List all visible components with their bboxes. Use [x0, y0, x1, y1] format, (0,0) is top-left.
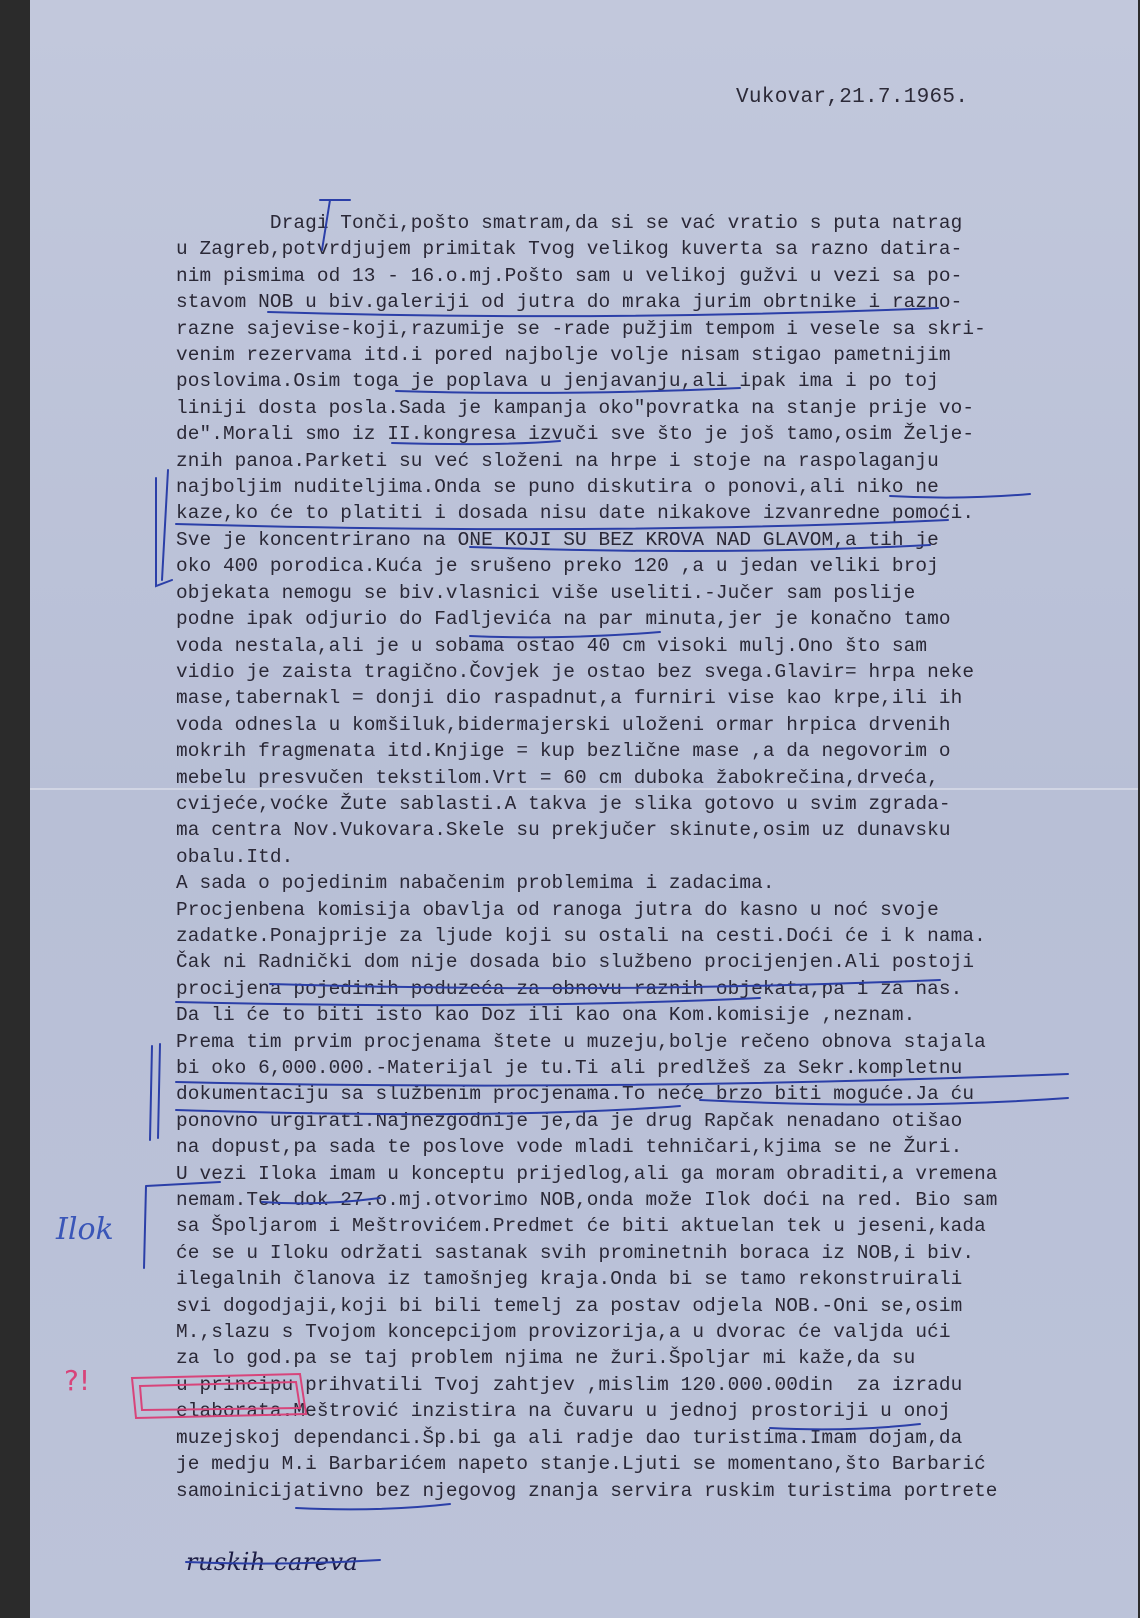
- letter-line: poslovima.Osim toga je poplava u jenjavanju,ali ipak ima i po toj: [176, 370, 939, 393]
- letter-line: objekata nemogu se biv.vlasnici više useliti.-Jučer sam poslije: [176, 581, 916, 604]
- letter-line: elaborata.Meštrović inzistira na čuvaru u jednoj prostoriji u onoj: [176, 1400, 951, 1423]
- letter-line: U vezi Iloka imam u konceptu prijedlog,ali ga moram obraditi,a vremena: [176, 1162, 998, 1185]
- letter-line: de".Morali smo iz II.kongresa izvuči sve što je još tamo,osim Želje-: [176, 423, 975, 446]
- letter-line: muzejskoj dependanci.Šp.bi ga ali radje dao turistima.Imam dojam,da: [176, 1426, 963, 1449]
- letter-line: zadatke.Ponajprije za ljude koji su ostali na cesti.Doći će i k nama.: [176, 924, 986, 947]
- letter-line: razne sajevise-koji,razumije se -rade pužjim tempom i vesele sa skri-: [176, 317, 986, 340]
- letter-line: voda odnesla u komšiluk,bidermajerski uloženi ormar hrpica drvenih: [176, 713, 951, 736]
- letter-line: Čak ni Radnički dom nije dosada bio službeno procijenjen.Ali postoji: [176, 951, 975, 974]
- letter-line: obalu.Itd.: [176, 845, 294, 868]
- letter-line: podne ipak odjurio do Fadljevića na par minuta,jer je konačno tamo: [176, 608, 951, 631]
- letter-line: procijena pojedinih poduzeća za obnovu raznih objekata,pa i za nas.: [176, 977, 963, 1000]
- letter-line: u Zagreb,potvrdjujem primitak Tvog velikog kuverta sa razno datira-: [176, 238, 963, 261]
- letter-line: Da li će to biti isto kao Doz ili kao ona Kom.komisije ,neznam.: [176, 1004, 916, 1027]
- letter-line: ponovno urgirati.Najnezgodnije je,da je drug Rapčak nenadano otišao: [176, 1109, 963, 1132]
- letter-line: Dragi Tonči,pošto smatram,da si se vać vratio s puta natrag: [176, 212, 963, 234]
- letter-line: venim rezervama itd.i pored najbolje volje nisam stigao pametnijim: [176, 344, 951, 367]
- letter-date: Vukovar,21.7.1965.: [736, 86, 969, 109]
- margin-note-ilok: Ilok: [56, 1212, 114, 1247]
- letter-line: nemam.Tek dok 27.o.mj.otvorimo NOB,onda može Ilok doći na red. Bio sam: [176, 1189, 998, 1212]
- letter-line: sa Špoljarom i Meštrovićem.Predmet će biti aktuelan tek u jeseni,kada: [176, 1215, 986, 1238]
- letter-line: oko 400 porodica.Kuća je srušeno preko 120 ,a u jedan veliki broj: [176, 555, 939, 578]
- margin-note-exclaim: ?!: [64, 1364, 91, 1397]
- letter-line: M.,slazu s Tvojom koncepcijom provizorija,a u dvorac će valjda ući: [176, 1321, 951, 1344]
- letter-line: samoinicijativno bez njegovog znanja servira ruskim turistima portrete: [176, 1479, 998, 1502]
- letter-line: svi dogodjaji,koji bi bili temelj za postav odjela NOB.-Oni se,osim: [176, 1294, 963, 1317]
- letter-line: Sve je koncentrirano na ONE KOJI SU BEZ KROVA NAD GLAVOM,a tih je: [176, 528, 939, 551]
- letter-line: mebelu presvučen tekstilom.Vrt = 60 cm duboka žabokrečina,drveća,: [176, 766, 939, 789]
- letter-line: za lo god.pa se taj problem njima ne žuri.Špoljar mi kaže,da su: [176, 1347, 916, 1370]
- letter-line: bi oko 6,000.000.-Materijal je tu.Ti ali predlžeš za Sekr.kompletnu: [176, 1057, 963, 1079]
- letter-line: kaze,ko će to platiti i dosada nisu date nikakove izvanredne pomoći.: [176, 502, 975, 525]
- letter-line: mokrih fragmenata itd.Knjige = kup bezlične mase ,a da negovorim o: [176, 740, 951, 763]
- letter-line: će se u Iloku održati sastanak svih prominetnih boraca iz NOB,i biv.: [176, 1241, 975, 1264]
- letter-line: voda nestala,ali je u sobama ostao 40 cm visoki mulj.Ono što sam: [176, 634, 928, 657]
- letter-line: na dopust,pa sada te poslove vode mladi tehničari,kjima se ne Žuri.: [176, 1136, 963, 1159]
- letter-line: u principu prihvatili Tvoj zahtjev ,mislim 120.000.00din za izradu: [176, 1373, 963, 1396]
- letter-line: cvijeće,voćke Žute sablasti.A takva je slika gotovo u svim zgrada-: [176, 792, 951, 815]
- letter-line: Prema tim prvim procjenama štete u muzeju,bolje rečeno obnova stajala: [176, 1030, 986, 1053]
- handwritten-footer: ruskih careva: [186, 1548, 359, 1576]
- letter-line: mase,tabernakl = donji dio raspadnut,a furniri vise kao krpe,ili ih: [176, 687, 963, 710]
- letter-line: liniji dosta posla.Sada je kampanja oko"povratka na stanje prije vo-: [176, 396, 975, 419]
- letter-line: znih panoa.Parketi su već složeni na hrpe i stoje na raspolaganju: [176, 449, 939, 472]
- letter-line: vidio je zaista tragično.Čovjek je ostao bez svega.Glavir= hrpa neke: [176, 660, 975, 683]
- letter-line: najboljim nuditeljima.Onda se puno diskutira o ponovi,ali niko ne: [176, 476, 939, 499]
- letter-body: [176, 210, 1116, 1504]
- letter-line: dokumentaciju sa službenim procjenama.To neće brzo biti moguće.Ja ću: [176, 1083, 975, 1106]
- letter-line: ilegalnih članova iz tamošnjeg kraja.Onda bi se tamo rekonstruirali: [176, 1268, 963, 1291]
- letter-line: A sada o pojedinim nabačenim problemima i zadacima.: [176, 872, 775, 895]
- letter-line: nim pismima od 13 - 16.o.mj.Pošto sam u velikoj gužvi u vezi sa po-: [176, 264, 963, 287]
- letter-line: stavom NOB u biv.galeriji od jutra do mraka jurim obrtnike i razno-: [176, 291, 963, 314]
- letter-line: ma centra Nov.Vukovara.Skele su prekjučer skinute,osim uz dunavsku: [176, 819, 951, 842]
- letter-line: je medju M.i Barbarićem napeto stanje.Ljuti se momentano,što Barbarić: [176, 1453, 986, 1476]
- letter-line: Procjenbena komisija obavlja od ranoga jutra do kasno u noć svoje: [176, 898, 939, 921]
